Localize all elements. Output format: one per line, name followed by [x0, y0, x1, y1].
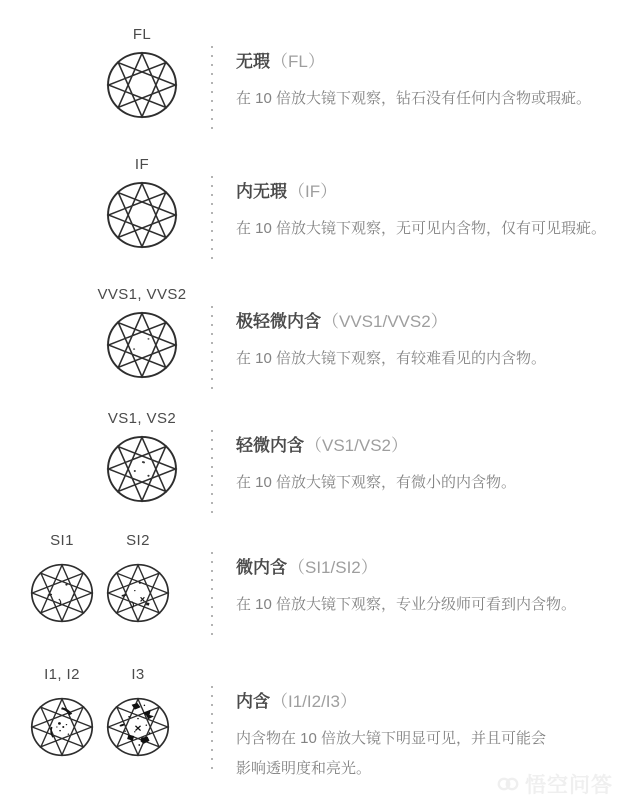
grade-name: 内含: [236, 692, 270, 711]
grade-label: SI2: [126, 532, 150, 549]
grade-label: I3: [131, 666, 145, 683]
inclusions: [51, 707, 72, 737]
grade-heading: [236, 434, 408, 458]
watermark-text: 悟空问答: [525, 774, 613, 797]
diamond-si1-icon: [30, 563, 94, 623]
clarity-row-fl: [0, 22, 640, 152]
grade-code: （IF）: [288, 182, 338, 201]
grade-description: 在 10 倍放大镜下观察，无可见内含物，仅有可见瑕疵。: [236, 220, 607, 237]
grade-description: 在 10 倍放大镜下观察，专业分级师可看到内含物。: [236, 596, 577, 613]
clarity-row-vs: [0, 406, 640, 536]
grade-label: FL: [132, 26, 152, 43]
dotted-separator: [211, 46, 213, 132]
grade-code: （VVS1/VVS2）: [322, 312, 448, 331]
grade-description: 在 10 倍放大镜下观察，有微小的内含物。: [236, 474, 517, 491]
dotted-separator: [211, 306, 213, 392]
clarity-row-si: [0, 528, 640, 658]
inclusions: [133, 338, 149, 350]
grade-heading: [236, 180, 337, 204]
diamond-si2-icon: [106, 563, 170, 623]
diamond-i3-icon: [106, 697, 170, 757]
grade-label: I1, I2: [44, 666, 80, 683]
inclusions: [134, 461, 150, 477]
dotted-separator: [211, 686, 213, 772]
diamond-i1-i2-icon: [30, 697, 94, 757]
grade-name: 轻微内含: [236, 436, 304, 455]
grade-heading: [236, 690, 357, 714]
diamond-if-icon: [106, 181, 178, 249]
grade-label: SI1: [50, 532, 74, 549]
grade-label: VVS1, VVS2: [97, 286, 187, 303]
grade-description: 内含物在 10 倍放大镜下明显可见，并且可能会 影响透明度和亮光。: [236, 730, 547, 777]
grade-name: 无瑕: [236, 52, 270, 71]
wukong-logo-icon: [496, 772, 520, 796]
diamond-fl-icon: [106, 51, 178, 119]
grade-name: 微内含: [236, 558, 287, 577]
clarity-row-vvs: [0, 282, 640, 412]
diamond-vs-icon: [106, 435, 178, 503]
clarity-row-if: [0, 152, 640, 282]
grade-name: 极轻微内含: [236, 312, 321, 331]
grade-heading: [236, 50, 325, 74]
grade-description: 在 10 倍放大镜下观察，有较难看见的内含物。: [236, 350, 547, 367]
dotted-separator: [211, 176, 213, 262]
dotted-separator: [211, 430, 213, 516]
grade-code: （FL）: [271, 52, 325, 71]
grade-heading: [236, 556, 378, 580]
grade-label: IF: [134, 156, 150, 173]
diamond-vvs-icon: [106, 311, 178, 379]
grade-heading: [236, 310, 448, 334]
grade-code: （VS1/VS2）: [305, 436, 408, 455]
grade-code: （I1/I2/I3）: [271, 692, 357, 711]
watermark: [496, 770, 636, 798]
grade-code: （SI1/SI2）: [288, 558, 378, 577]
grade-label: VS1, VS2: [107, 410, 177, 427]
grade-name: 内无瑕: [236, 182, 287, 201]
grade-description: 在 10 倍放大镜下观察，钻石没有任何内含物或瑕疵。: [236, 90, 592, 107]
dotted-separator: [211, 552, 213, 638]
